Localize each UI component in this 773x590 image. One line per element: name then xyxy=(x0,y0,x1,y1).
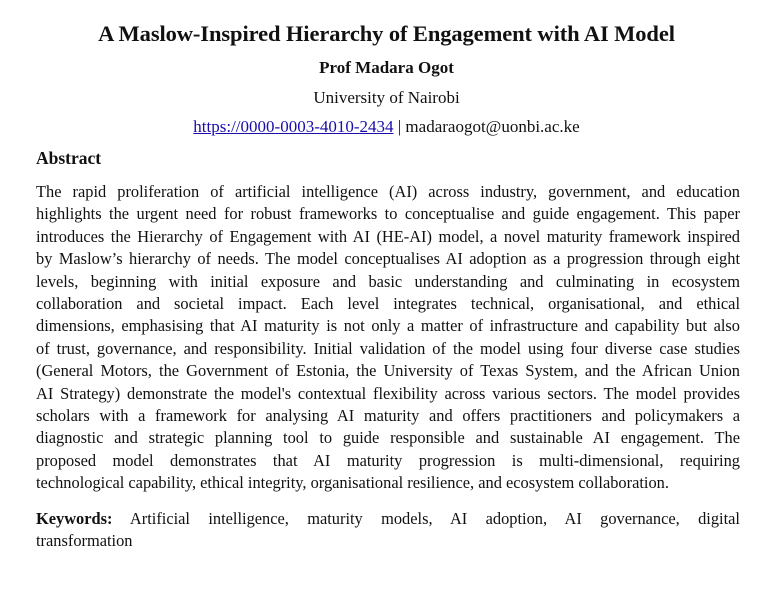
keywords-line xyxy=(36,508,740,530)
abstract-heading: Abstract xyxy=(36,148,102,168)
keywords-text: Artificial intelligence, maturity models, AI adoption, AI governance, digital xyxy=(112,509,740,528)
abstract-line: The rapid proliferation of artificial intelligence (AI) across industry, government, and education xyxy=(36,182,740,201)
abstract-line: highlights the urgent need for robust frameworks to conceptualise and guide engagement. This paper xyxy=(36,204,740,224)
abstract-line: diagnostic and strategic planning tool to guide responsible and sustainable AI engagement. The xyxy=(36,428,740,448)
abstract-line: (General Motors, the Government of Estonia, the University of Texas System, and the African Union xyxy=(36,361,740,381)
abstract-line: by Maslow’s hierarchy of needs. The model conceptualises AI adoption as a progression through eight xyxy=(36,249,740,269)
author-contact xyxy=(0,116,773,138)
author-name: Prof Madara Ogot xyxy=(319,58,454,77)
paper-title: A Maslow-Inspired Hierarchy of Engagement with AI Model xyxy=(98,21,675,46)
keywords-section xyxy=(36,508,740,553)
orcid-link[interactable]: https://0000-0003-4010-2434 xyxy=(193,117,394,136)
author-affiliation: University of Nairobi xyxy=(313,88,460,107)
abstract-line: AI Strategy) demonstrate the model's contextual flexibility across various sectors. The model provides xyxy=(36,383,740,403)
abstract-line: collaboration and societal impact. Each level integrates technical, organisational, and ethical xyxy=(36,293,740,313)
abstract-line: proposed model demonstrates that AI maturity progression is multi-dimensional, requiring xyxy=(36,450,740,470)
abstract-line: scholars with a framework for analysing AI maturity and offers practitioners and policymakers a xyxy=(36,405,740,425)
author-email: madaraogot@uonbi.ac.ke xyxy=(405,117,580,136)
abstract-body xyxy=(36,181,740,494)
contact-separator: | xyxy=(393,117,406,136)
abstract-line: technological capability, ethical integrity, organisational resilience, and ecosystem collaboration. xyxy=(36,473,669,493)
keywords-label: Keywords: xyxy=(36,509,113,528)
abstract-line: dimensions, emphasising that AI maturity is not only a matter of infrastructure and capability but also xyxy=(36,316,740,336)
keywords-line: transformation xyxy=(36,531,133,551)
abstract-line: levels, beginning with initial exposure and basic understanding and culminating in ecosystem xyxy=(36,271,740,291)
abstract-line: of trust, governance, and responsibility. Initial validation of the model using four diverse case studies xyxy=(36,338,740,358)
abstract-line: introduces the Hierarchy of Engagement with AI (HE-AI) model, a novel maturity framework inspired xyxy=(36,226,740,246)
